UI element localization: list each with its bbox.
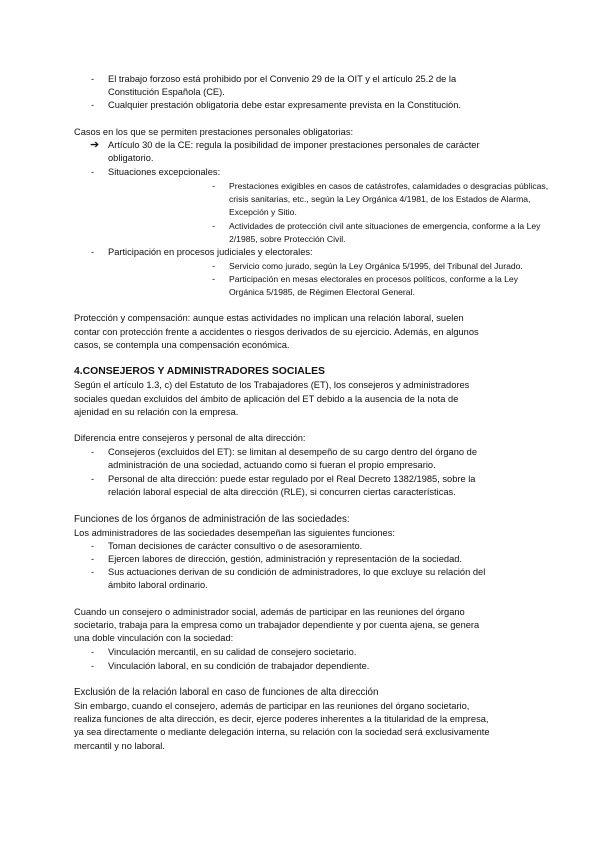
text-line: obligatorio.: [108, 153, 154, 163]
text-line: ajenidad en su relación con la empresa.: [74, 407, 239, 417]
bullet-dash: -: [212, 181, 216, 191]
text-line: Participación en mesas electorales en procesos políticos, conforme a la Ley: [229, 274, 518, 284]
bullet-arrow: ➔: [90, 139, 100, 151]
text-line: Vinculación laboral, en su condición de trabajador dependiente.: [108, 661, 370, 671]
text-line: realiza funciones de alta dirección, es decir, ejerce poderes inherentes a la titularidad de la empresa,: [74, 714, 489, 724]
bullet-dash: -: [212, 221, 216, 231]
text-line: 2/1985, sobre Protección Civil.: [229, 234, 346, 244]
text-line: Los administradores de las sociedades desempeñan las siguientes funciones:: [74, 528, 395, 538]
text-line: societario, trabaja para la empresa como un trabajador dependiente y por cuenta ajena, se genera: [74, 620, 480, 630]
text-line: crisis sanitarias, etc., según la Ley Orgánica 4/1981, de los Estados de Alarma,: [229, 194, 531, 204]
text-line: Personal de alta dirección: puede estar regulado por el Real Decreto 1382/1985, sobre la: [108, 474, 476, 484]
text-line: Según el artículo 1.3, c) del Estatuto de los Trabajadores (ET), los consejeros y administradores: [74, 380, 470, 390]
paragraph-heading: Casos en los que se permiten prestaciones personales obligatorias:: [74, 127, 354, 137]
text-line: Participación en procesos judiciales y electorales:: [108, 247, 313, 257]
text-line: Cualquier prestación obligatoria debe estar expresamente prevista en la Constitución.: [108, 100, 461, 110]
text-line: Excepción y Sitio.: [229, 207, 297, 217]
bullet-dash: -: [91, 74, 95, 84]
text-line: Prestaciones exigibles en casos de catástrofes, calamidades o desgracias públicas,: [229, 181, 549, 191]
text-line: Sin embargo, cuando el consejero, además de participar en las reuniones del órgano societario,: [74, 701, 470, 711]
text-line: Situaciones excepcionales:: [108, 167, 221, 177]
bullet-dash: -: [91, 661, 95, 671]
text-line: sociales quedan excluidos del ámbito de aplicación del ET debido a la ausencia de la nota de: [74, 394, 459, 404]
bullet-dash: -: [212, 274, 216, 284]
bullet-dash: -: [212, 261, 216, 271]
text-line: contar con protección frente a accidentes o riesgos derivados de su ejercicio. Además, en algunos: [74, 327, 479, 337]
text-line: relación laboral especial de alta dirección (RLE), si concurren ciertas características.: [108, 487, 456, 497]
text-line: casos, se contempla una compensación económica.: [74, 340, 290, 350]
bullet-dash: -: [91, 541, 95, 551]
bullet-dash: -: [91, 447, 95, 457]
section-title: 4.CONSEJEROS Y ADMINISTRADORES SOCIALES: [74, 366, 325, 377]
text-line: Constitución Española (CE).: [108, 87, 225, 97]
text-line: una doble vinculación con la sociedad:: [74, 633, 234, 643]
text-line: mercantil y no laboral.: [74, 741, 165, 751]
text-line: Ejercen labores de dirección, gestión, administración y representación de la sociedad.: [108, 554, 462, 564]
bullet-dash: -: [91, 167, 95, 177]
paragraph-heading: Funciones de los órganos de administración de las sociedades:: [74, 514, 350, 525]
paragraph-heading: Exclusión de la relación laboral en caso de funciones de alta dirección: [74, 687, 379, 698]
text-line: Vinculación mercantil, en su calidad de consejero societario.: [108, 647, 357, 657]
text-line: El trabajo forzoso está prohibido por el Convenio 29 de la OIT y el artículo 25.2 de la: [108, 74, 457, 84]
bullet-dash: -: [91, 567, 95, 577]
text-line: Orgánica 5/1985, de Régimen Electoral General.: [229, 287, 415, 297]
bullet-dash: -: [91, 247, 95, 257]
text-line: Toman decisiones de carácter consultivo o de asesoramiento.: [108, 541, 363, 551]
text-line: ya sea directamente o mediante delegación interna, su relación con la sociedad será exclusivamente: [74, 727, 490, 737]
text-line: Actividades de protección civil ante situaciones de emergencia, conforme a la Ley: [229, 221, 541, 231]
bullet-dash: -: [91, 474, 95, 484]
text-line: administración de una sociedad, actuando como si fueran el propio empresario.: [108, 460, 436, 470]
text-line: Sus actuaciones derivan de su condición de administradores, lo que excluye su relación del: [108, 567, 486, 577]
bullet-dash: -: [91, 100, 95, 110]
text-line: Consejeros (excluidos del ET): se limitan al desempeño de su cargo dentro del órgano de: [108, 447, 477, 457]
text-line: Servicio como jurado, según la Ley Orgánica 5/1995, del Tribunal del Jurado.: [229, 261, 523, 271]
bullet-dash: -: [91, 554, 95, 564]
paragraph-heading: Diferencia entre consejeros y personal de alta dirección:: [74, 433, 306, 443]
text-line: Artículo 30 de la CE: regula la posibilidad de imponer prestaciones personales de carácter: [108, 140, 480, 150]
text-line: Cuando un consejero o administrador social, además de participar en las reuniones del órgano: [74, 607, 465, 617]
text-line: ámbito laboral ordinario.: [108, 580, 208, 590]
text-line: Protección y compensación: aunque estas actividades no implican una relación laboral, suelen: [74, 313, 464, 323]
bullet-dash: -: [91, 647, 95, 657]
